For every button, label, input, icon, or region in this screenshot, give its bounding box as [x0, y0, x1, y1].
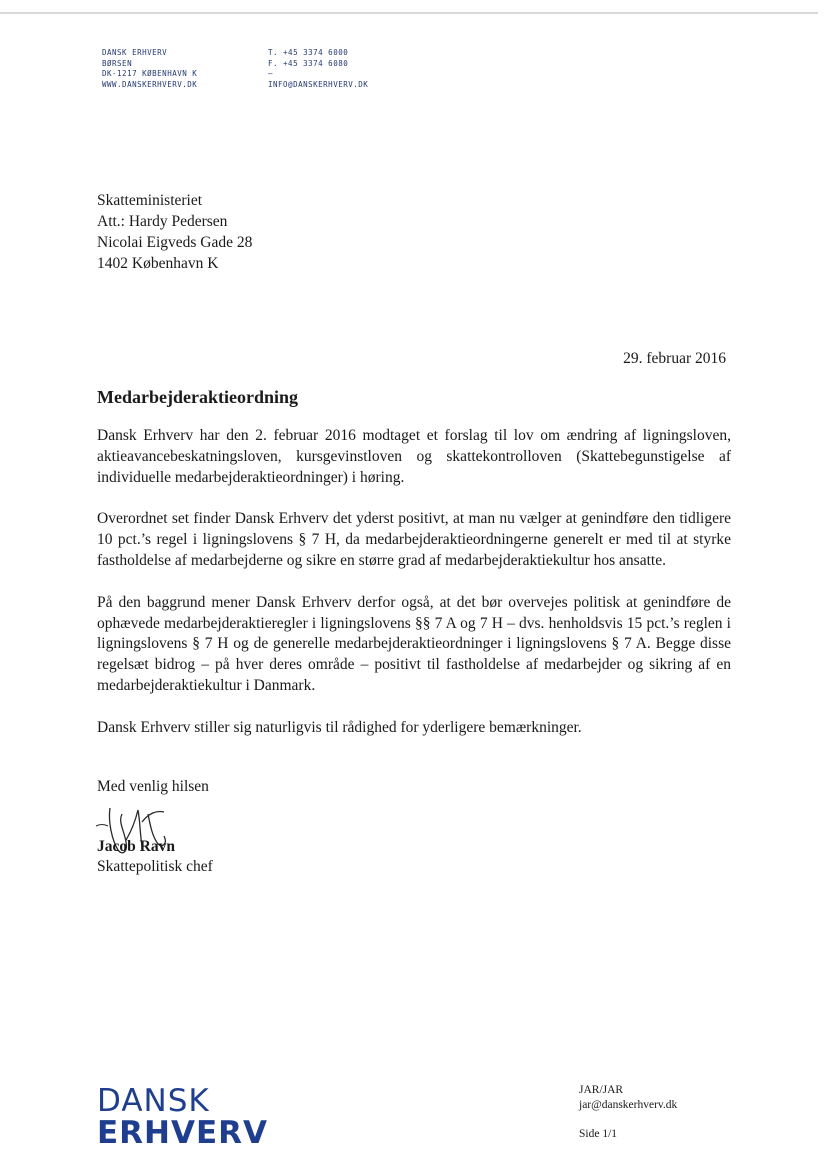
logo-line-dansk: DANSK [97, 1083, 210, 1119]
body-paragraph: Dansk Erhverv stiller sig naturligvis til rådighed for yderligere bemærkninger. [97, 718, 582, 736]
recipient-line: 1402 København K [97, 255, 219, 272]
sender-dash: – [268, 69, 274, 78]
recipient-line: Nicolai Eigveds Gade 28 [97, 234, 253, 251]
letter-body [97, 426, 731, 760]
recipient-address [97, 190, 252, 274]
sender-fax: F. +45 3374 6080 [268, 58, 349, 68]
sender-building: BØRSEN [102, 58, 133, 68]
recipient-line: Skatteministeriet [97, 192, 203, 209]
top-divider [0, 12, 818, 14]
closing-salutation: Med venlig hilsen [97, 778, 209, 795]
letter-title: Medarbejderaktieordning [97, 387, 298, 407]
body-paragraph: På den baggrund mener Dansk Erhverv derfor også, at det bør overvejes politisk at genindføre de ophævede medarbejderaktieregler i ligningslovens §§ 7 A og 7 H – dvs. henholdsvis 15 pct.’s reglen i ligningslovens § 7 H og de generelle medarbejderaktieordninger i ligningslovens § 7 A. Begge disse regelsæt bidrog – på hver deres område – positivt til fastholdelse af medarbejder og sikring af en medarbejderaktiekultur i Danmark. [97, 593, 731, 694]
company-logo [97, 1085, 268, 1149]
letter-date: 29. februar 2016 [623, 350, 726, 367]
logo-line-erhverv: ERHVERV [97, 1115, 269, 1151]
body-paragraph: Overordnet set finder Dansk Erhverv det yderst positivt, at man nu vælger at genindføre den tidligere 10 pct.’s regel i ligningslovens § 7 H, da medarbejderaktieordningerne generelt er med til at styrke fastholdelse af medarbejderne og sikre en større grad af medarbejderaktiekultur hos ansatte. [97, 510, 731, 569]
recipient-line: Att.: Hardy Pedersen [97, 213, 228, 230]
sender-postal: DK-1217 KØBENHAVN K [102, 69, 198, 78]
sender-website[interactable]: WWW.DANSKERHVERV.DK [102, 79, 198, 89]
sender-contact-block [268, 48, 368, 90]
page-number: Side 1/1 [579, 1128, 618, 1140]
reference-email[interactable]: jar@danskerhverv.dk [579, 1099, 678, 1111]
signer-block [97, 837, 213, 877]
sender-phone: T. +45 3374 6000 [268, 48, 349, 57]
signer-role: Skattepolitisk chef [97, 858, 213, 875]
sender-email[interactable]: INFO@DANSKERHVERV.DK [268, 79, 369, 89]
reference-initials: JAR/JAR [579, 1084, 624, 1096]
reference-block [579, 1083, 677, 1142]
signer-name: Jacob Ravn [97, 838, 175, 855]
sender-address-block [102, 48, 197, 90]
body-paragraph: Dansk Erhverv har den 2. februar 2016 modtaget et forslag til lov om ændring af ligningsloven, aktieavancebeskatningsloven, kursgevinstloven og skattekontrolloven (Skattebegunstigelse af individuelle medarbejderaktieordninger) i høring. [97, 427, 731, 486]
sender-org: DANSK ERHVERV [102, 48, 168, 57]
